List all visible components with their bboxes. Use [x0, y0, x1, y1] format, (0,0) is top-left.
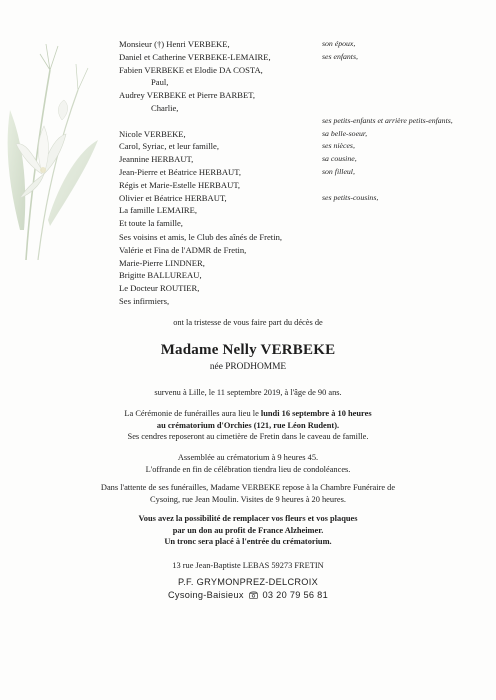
family-row	[119, 76, 479, 89]
family-member-name: Jeannine HERBAUT,	[119, 154, 194, 165]
ceremony-date: lundi 16 septembre à 10 heures	[260, 409, 372, 418]
funeral-home-contact	[0, 589, 496, 602]
family-member-name: Daniel et Catherine VERBEKE-LEMAIRE,	[119, 51, 271, 62]
family-member-name: Fabien VERBEKE et Elodie DA COSTA,	[119, 64, 263, 75]
family-member-name: Régis et Marie-Estelle HERBAUT,	[119, 179, 241, 190]
family-member-name: Carol, Syriac, et leur famille,	[119, 141, 219, 152]
friend-row	[119, 282, 479, 295]
address-info	[0, 560, 496, 572]
family-row	[119, 89, 479, 102]
family-member-name: Audrey VERBEKE et Pierre BARBET,	[119, 90, 255, 101]
assembly-line-2: L'offrande en fin de célébration tiendra lieu de condoléances.	[145, 464, 351, 474]
maiden-name: née PRODHOMME	[209, 362, 287, 372]
viewing-line-2: Cysoing, rue Jean Moulin. Visites de 9 heures à 20 heures.	[150, 494, 346, 504]
family-row	[119, 153, 479, 166]
donation-line-2: par un don au profit de France Alzheimer.	[172, 525, 324, 535]
family-row	[119, 115, 479, 128]
family-row	[119, 140, 479, 153]
funeral-home-name: P.F. GRYMONPREZ-DELCROIX	[177, 577, 319, 587]
family-row	[119, 102, 479, 115]
family-row	[119, 179, 479, 192]
family-relation: ses petits-cousins,	[322, 192, 379, 202]
family-member-name: Jean-Pierre et Béatrice HERBAUT,	[119, 166, 242, 177]
donation-line-1: Vous avez la possibilité de remplacer vos fleurs et vos plaques	[138, 514, 358, 523]
ashes-line: Ses cendres reposeront au cimetière de Fretin dans le caveau de famille.	[127, 432, 369, 442]
friend-name: Le Docteur ROUTIER,	[119, 283, 200, 294]
ceremony-info	[0, 408, 496, 443]
funeral-home-city: Cysoing-Baisieux	[167, 590, 244, 600]
family-row	[119, 217, 479, 230]
death-info	[0, 387, 496, 399]
family-relation: son filleul,	[322, 166, 355, 176]
friend-row	[119, 244, 479, 257]
family-member-name: Olivier et Béatrice HERBAUT,	[119, 192, 227, 203]
family-row	[119, 51, 479, 64]
ceremony-location: au crématorium d'Orchies (121, rue Léon Rudent).	[156, 420, 340, 430]
friend-row	[119, 269, 479, 282]
deceased-name	[0, 342, 496, 359]
family-relation: sa belle-soeur,	[322, 128, 368, 138]
deceased-surname: VERBEKE	[260, 342, 336, 358]
family-member-name: Charlie,	[151, 102, 179, 113]
family-member-name: Nicole VERBEKE,	[119, 128, 186, 139]
friend-name: Brigitte BALLUREAU,	[119, 270, 202, 281]
funeral-home-signature	[0, 576, 496, 602]
family-list	[119, 38, 479, 230]
donation-info	[0, 513, 496, 548]
family-row	[119, 204, 479, 217]
friend-row	[119, 295, 479, 308]
family-member-name: Et toute la famille,	[119, 218, 183, 229]
announcement-intro: ont la tristesse de vous faire part du décès de	[173, 318, 323, 327]
death-line: survenu à Lille, le 11 septembre 2019, à l'âge de 90 ans.	[154, 388, 342, 397]
family-relation: ses nièces,	[322, 141, 355, 151]
family-relation: son époux,	[322, 39, 356, 48]
family-row	[119, 64, 479, 77]
family-member-name: Paul,	[151, 77, 169, 88]
family-relation: ses petits-enfants et arrière petits-enfants,	[322, 115, 453, 125]
friend-name: Valérie et Fina de l'ADMR de Fretin,	[119, 244, 247, 255]
address-line: 13 rue Jean-Baptiste LEBAS 59273 FRETIN	[172, 561, 324, 570]
friend-name: Marie-Pierre LINDNER,	[119, 257, 205, 268]
friend-row	[119, 231, 479, 244]
funeral-home-phone: 03 20 79 56 81	[262, 590, 328, 600]
deceased-first-name: Madame Nelly	[160, 342, 257, 358]
viewing-info	[0, 482, 496, 505]
family-row	[119, 166, 479, 179]
lily-flower-illustration	[0, 30, 110, 260]
family-relation: sa cousine,	[322, 154, 357, 164]
assembly-info	[0, 452, 496, 475]
friend-name: Ses infirmiers,	[119, 295, 170, 306]
family-member-name: Monsieur (†) Henri VERBEKE,	[119, 39, 230, 49]
family-row	[119, 38, 479, 51]
telephone-icon	[249, 591, 258, 599]
family-row	[119, 192, 479, 205]
friends-list	[119, 231, 479, 308]
family-member-name: La famille LEMAIRE,	[119, 205, 198, 216]
assembly-line-1: Assemblée au crématorium à 9 heures 45.	[177, 453, 319, 462]
family-relation: ses enfants,	[322, 51, 358, 61]
donation-line-3: Un tronc sera placé à l'entrée du crématorium.	[164, 537, 332, 547]
friend-name: Ses voisins et amis, le Club des aînés de Fretin,	[119, 232, 283, 242]
ceremony-line-1: La Cérémonie de funérailles aura lieu le lundi 16 septembre à 10 heures	[124, 409, 372, 418]
family-row	[119, 128, 479, 141]
viewing-line-1: Dans l'attente de ses funérailles, Madame VERBEKE repose à la Chambre Funéraire de	[100, 483, 396, 492]
friend-row	[119, 257, 479, 270]
